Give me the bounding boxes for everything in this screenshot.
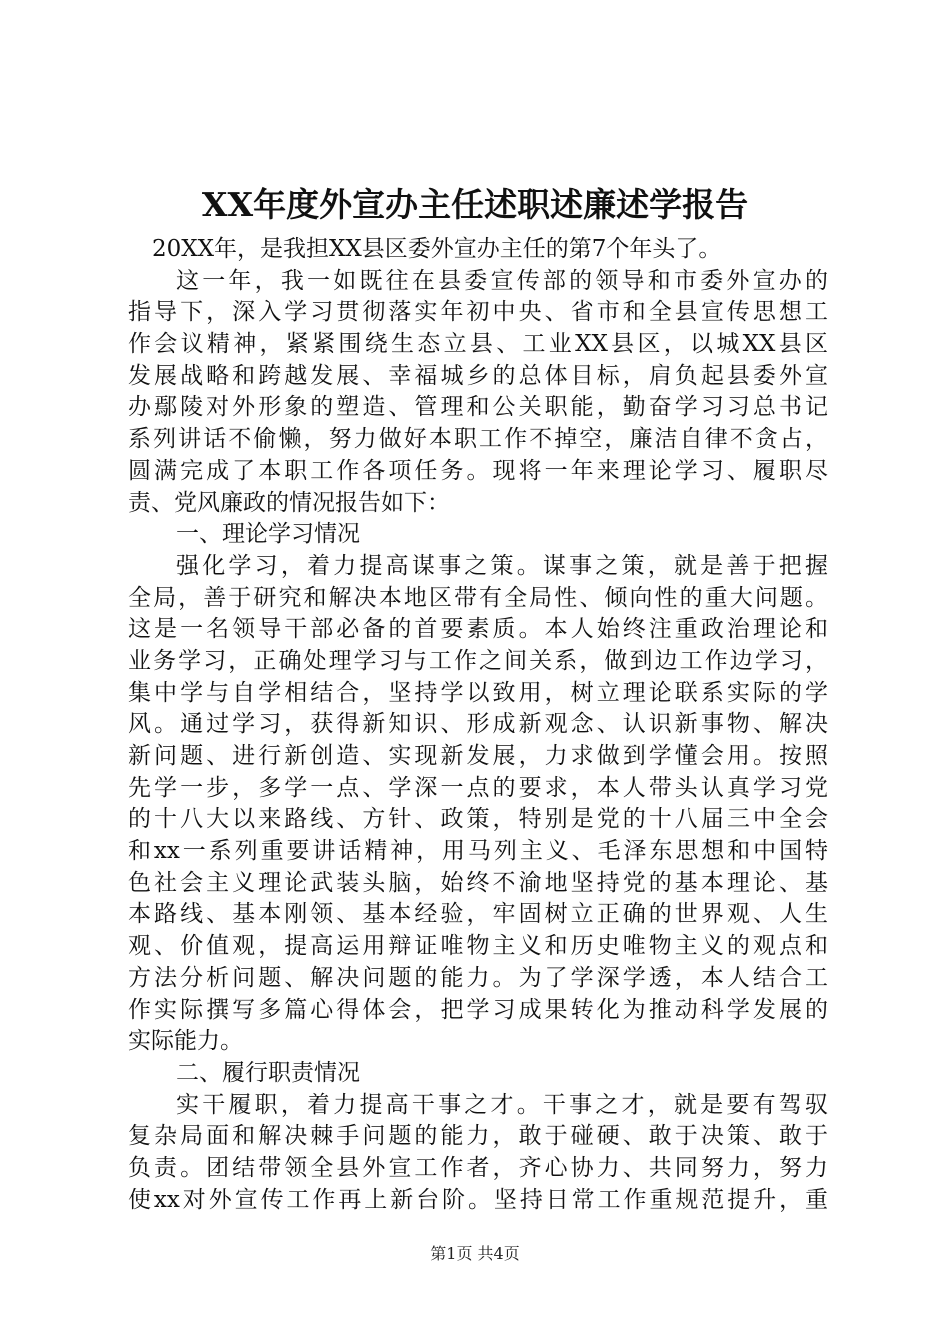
text-line: 全局，善于研究和解决本地区带有全局性、倾向性的重大问题。 bbox=[128, 584, 828, 611]
text-line: 色社会主义理论武装头脑，始终不渝地坚持党的基本理论、基 bbox=[128, 869, 828, 896]
text-line: 二、履行职责情况 bbox=[176, 1059, 360, 1086]
text-line: 复杂局面和解决棘手问题的能力，敢于碰硬、敢于决策、敢于 bbox=[128, 1123, 828, 1150]
text-line: 发展战略和跨越发展、幸福城乡的总体目标，肩负起县委外宣 bbox=[128, 362, 828, 389]
text-line: 作实际撰写多篇心得体会，把学习成果转化为推动科学发展的 bbox=[128, 996, 828, 1023]
text-line: 本路线、基本刚领、基本经验，牢固树立正确的世界观、人生 bbox=[128, 901, 828, 928]
text-line: 系列讲话不偷懒，努力做好本职工作不掉空，廉洁自律不贪占， bbox=[128, 426, 828, 453]
text-line: 20XX年，是我担XX县区委外宣办主任的第7个年头了。 bbox=[152, 236, 722, 262]
text-line: 强化学习，着力提高谋事之策。谋事之策，就是善于把握 bbox=[176, 552, 828, 579]
text-line: 实际能力。 bbox=[128, 1028, 243, 1055]
page-title: XX年度外宣办主任述职述廉述学报告 bbox=[201, 185, 749, 224]
text-line: 一、理论学习情况 bbox=[176, 521, 360, 548]
text-line: 负责。团结带领全县外宣工作者，齐心协力、共同努力，努力 bbox=[128, 1154, 828, 1181]
text-line: 方法分析问题、解决问题的能力。为了学深学透，本人结合工 bbox=[128, 964, 828, 991]
text-line: 作会议精神，紧紧围绕生态立县、工业XX县区，以城XX县区 bbox=[128, 331, 828, 358]
text-line: 业务学习，正确处理学习与工作之间关系，做到边工作边学习， bbox=[128, 647, 828, 674]
text-line: 新问题、进行新创造、实现新发展，力求做到学懂会用。按照 bbox=[128, 743, 828, 769]
text-line: 这一年，我一如既往在县委宣传部的领导和市委外宣办的 bbox=[176, 267, 828, 294]
text-line: 的十八大以来路线、方针、政策，特别是党的十八届三中全会 bbox=[128, 806, 828, 833]
page-footer: 第1页 共4页 bbox=[430, 1244, 520, 1263]
text-line: 集中学与自学相结合，坚持学以致用，树立理论联系实际的学 bbox=[128, 679, 828, 706]
document-body bbox=[128, 234, 828, 1216]
text-line: 这是一名领导干部必备的首要素质。本人始终注重政治理论和 bbox=[128, 616, 828, 643]
text-line: 先学一步，多学一点、学深一点的要求，本人带头认真学习党 bbox=[128, 774, 828, 801]
text-line: 风。通过学习，获得新知识、形成新观念、认识新事物、解决 bbox=[128, 711, 828, 738]
text-line: 和xx一系列重要讲话精神，用马列主义、毛泽东思想和中国特 bbox=[128, 838, 828, 865]
text-line: 实干履职，着力提高干事之才。干事之才，就是要有驾驭 bbox=[176, 1091, 828, 1118]
text-line: 责、党风廉政的情况报告如下： bbox=[128, 489, 450, 516]
text-line: 观、价值观，提高运用辩证唯物主义和历史唯物主义的观点和 bbox=[128, 933, 828, 960]
text-line: 圆满完成了本职工作各项任务。现将一年来理论学习、履职尽 bbox=[128, 457, 828, 484]
text-line: 办鄢陵对外形象的塑造、管理和公关职能，勤奋学习习总书记 bbox=[128, 394, 828, 421]
text-line: 指导下，深入学习贯彻落实年初中央、省市和全县宣传思想工 bbox=[128, 299, 828, 326]
text-line: 使xx对外宣传工作再上新台阶。坚持日常工作重规范提升，重 bbox=[128, 1186, 828, 1213]
